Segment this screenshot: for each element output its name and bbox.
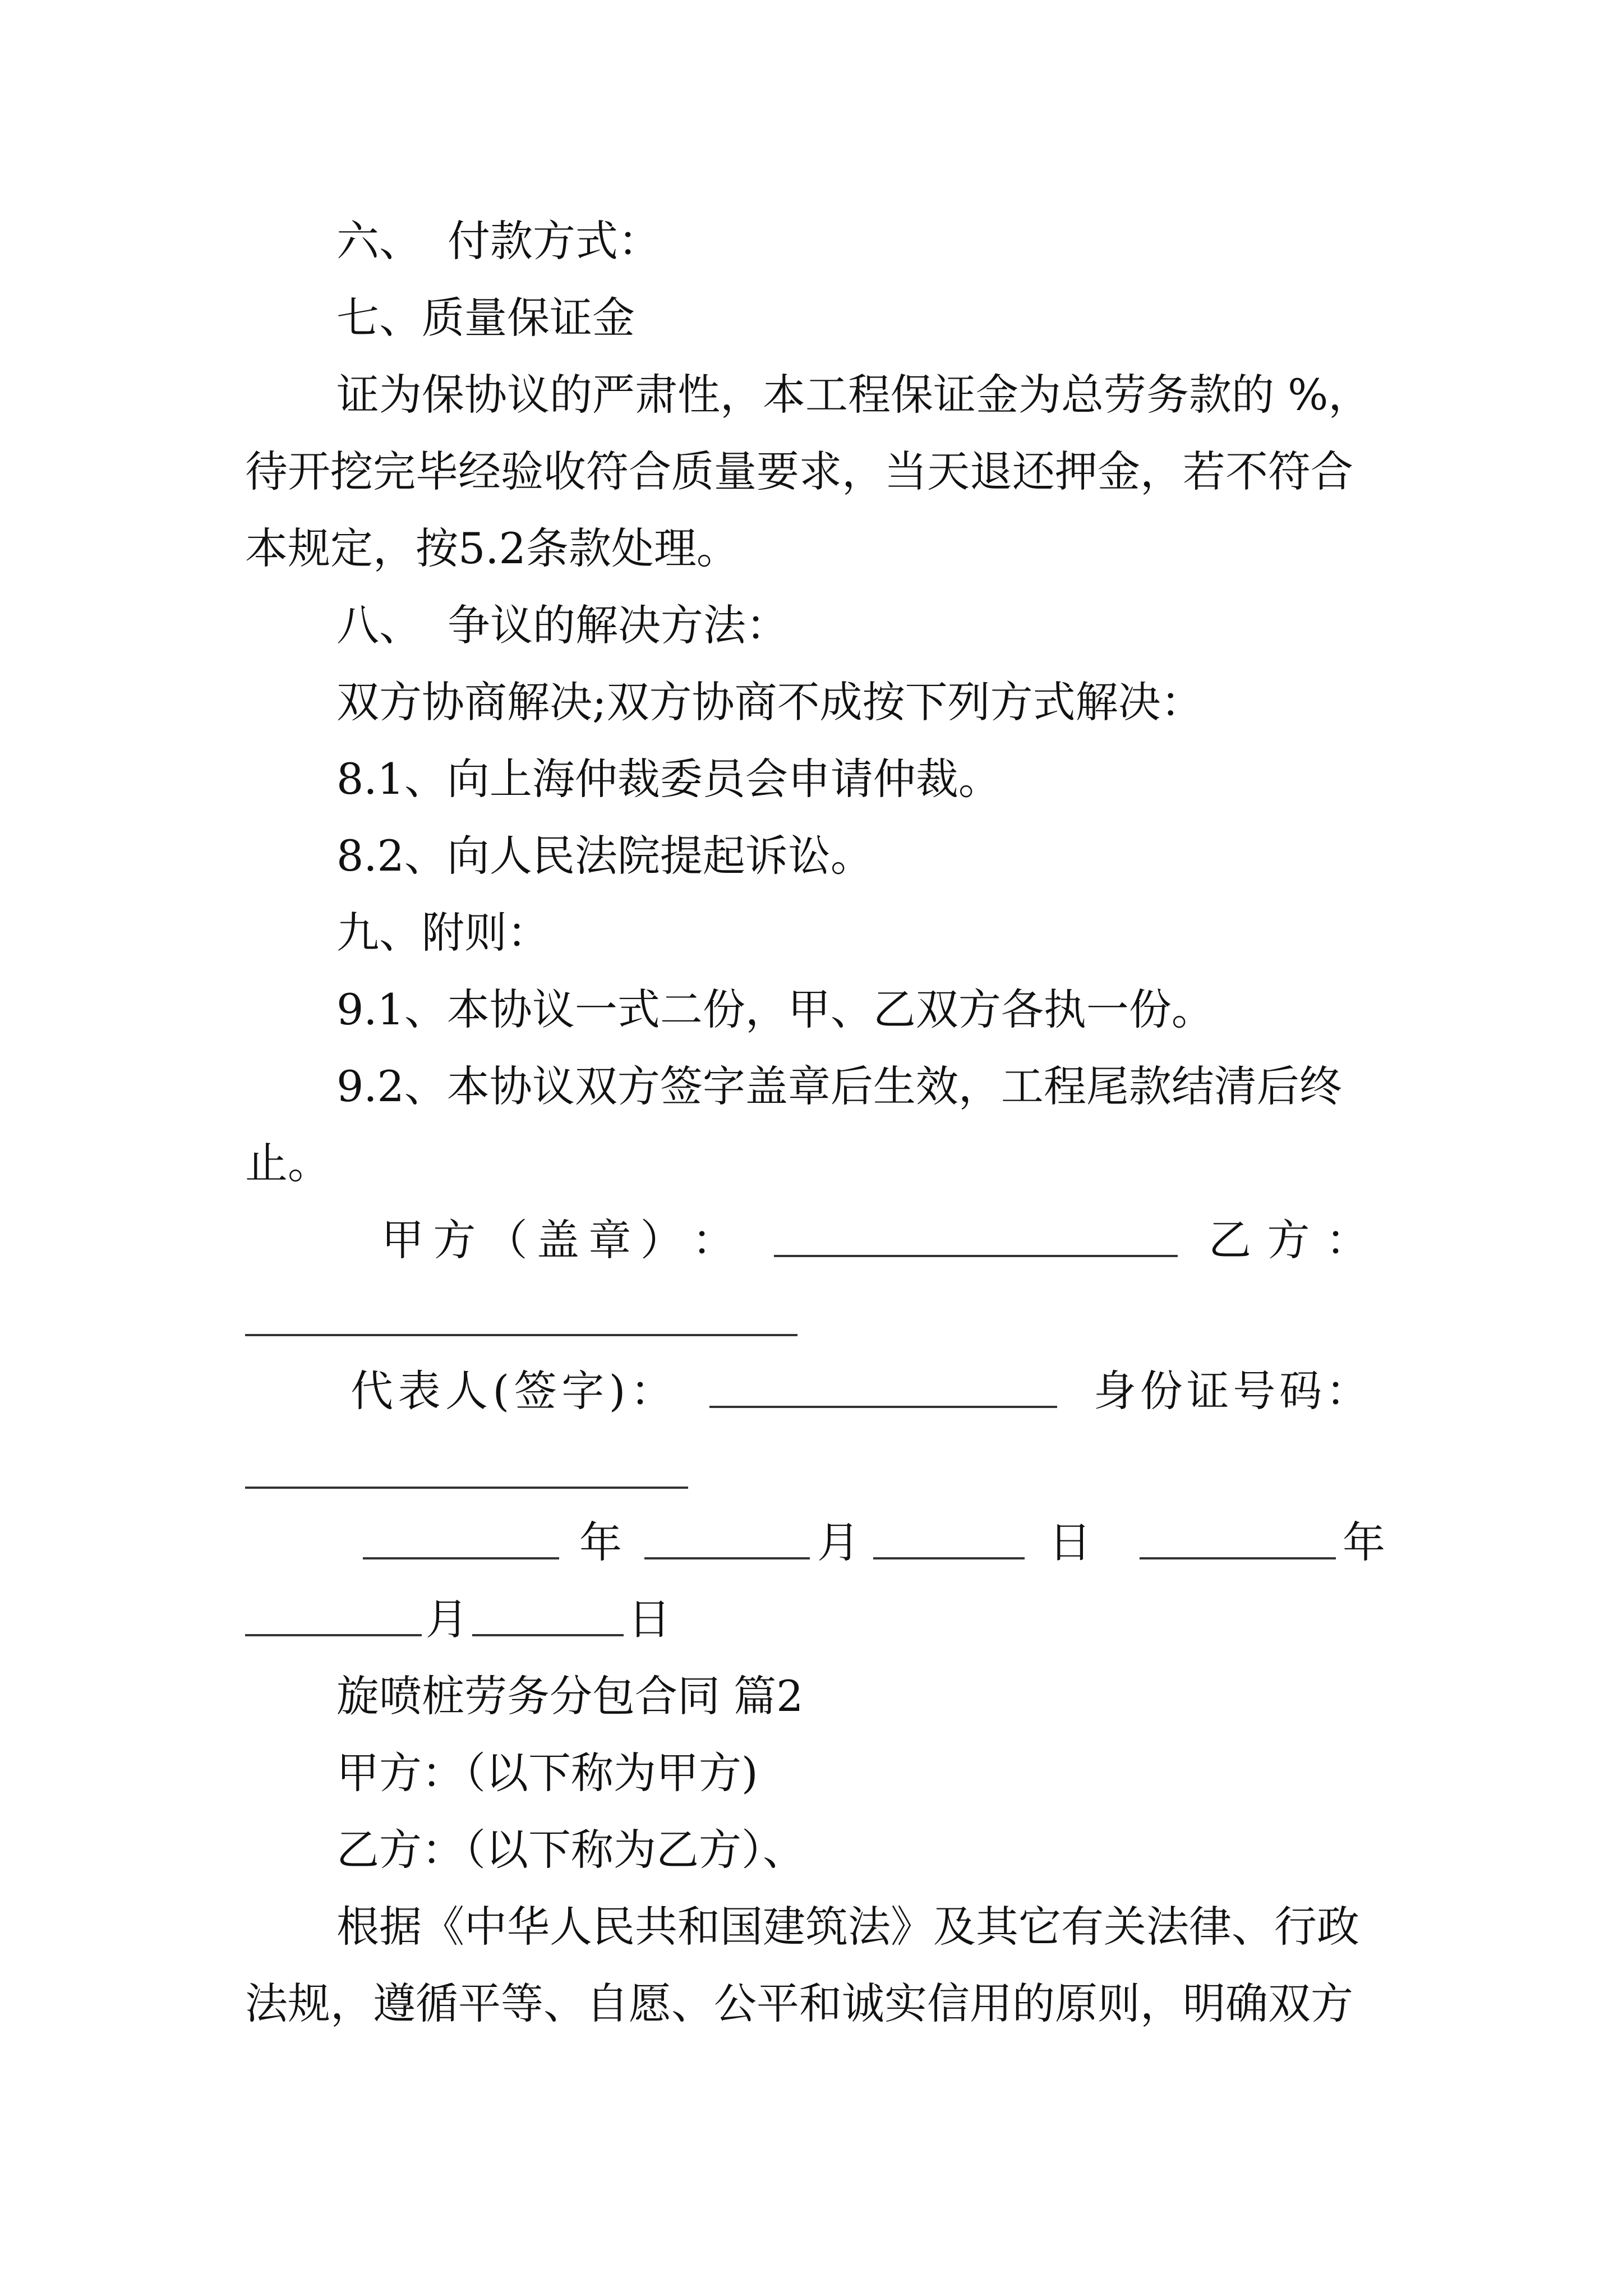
- date-b-month-blank: [245, 1634, 422, 1636]
- clause-9-2-line-2: 止。: [245, 1138, 330, 1188]
- clause-8-1: 8.1、向上海仲裁委员会申请仲裁。: [336, 754, 1001, 804]
- party-b-blank: [245, 1334, 797, 1336]
- section-7-para-line-1: 证为保协议的严肃性，本工程保证金为总劳务款的 %，: [336, 370, 1371, 420]
- date-b-year-label: 年: [1343, 1517, 1385, 1567]
- section-9-heading: 九、附则：: [336, 908, 550, 958]
- clause-9-2-line-1: 9.2、本协议双方签字盖章后生效，工程尾款结清后终: [336, 1061, 1342, 1111]
- section-7-heading: 七、质量保证金: [336, 293, 635, 343]
- party-a-seal-blank: [774, 1255, 1178, 1257]
- date-b-year-blank: [1140, 1557, 1336, 1559]
- clause-9-1: 9.1、本协议一式二份，甲、乙双方各执一份。: [336, 984, 1214, 1034]
- party-a-seal-label: 甲 方 （ 盖 章 ） ：: [381, 1215, 735, 1265]
- date-a-day-label: 日: [1049, 1517, 1091, 1567]
- section-8-para: 双方协商解决;双方协商不成按下列方式解决：: [336, 677, 1204, 727]
- date-a-month-label: 月: [817, 1517, 860, 1567]
- id-number-label: 身 份 证 号 码 ：: [1094, 1366, 1368, 1416]
- representative-signature-blank: [709, 1406, 1057, 1408]
- date-a-month-blank: [644, 1557, 810, 1559]
- section-6-number: 六、: [336, 216, 422, 266]
- date-b-month-label: 月: [426, 1594, 468, 1644]
- date-a-day-blank: [873, 1557, 1025, 1559]
- representative-label: 代 表 人 ( 签 字 ) ：: [351, 1366, 673, 1416]
- section-8-heading: [336, 597, 1469, 654]
- section-7-para-line-3: 本规定，按5.2条款处理。: [245, 523, 739, 573]
- section-6-heading: [336, 213, 1469, 269]
- part-2-party-a: 甲方：（以下称为甲方): [336, 1748, 758, 1798]
- section-6-title: 付款方式：: [448, 216, 661, 266]
- part-2-intro-line-2: 法规，遵循平等、自愿、公平和诚实信用的原则，明确双方: [245, 1978, 1353, 2028]
- date-b-day-blank: [472, 1634, 624, 1636]
- clause-8-2: 8.2、向人民法院提起诉讼。: [336, 831, 873, 881]
- part-2-title: 旋喷桩劳务分包合同 篇2: [336, 1671, 804, 1721]
- date-a-year-label: 年: [579, 1517, 622, 1567]
- party-b-label: 乙 方 ：: [1209, 1215, 1368, 1265]
- part-2-party-b: 乙方：（以下称为乙方）、: [336, 1825, 805, 1875]
- date-a-year-blank: [363, 1557, 559, 1559]
- section-7-para-line-2: 待开挖完毕经验收符合质量要求，当天退还押金，若不符合: [245, 447, 1353, 496]
- section-8-title: 争议的解决方法：: [448, 600, 789, 650]
- part-2-intro-line-1: 根据《中华人民共和国建筑法》及其它有关法律、行政: [336, 1902, 1359, 1952]
- section-8-number: 八、: [336, 600, 422, 650]
- id-number-blank: [245, 1487, 688, 1489]
- date-b-day-label: 日: [628, 1594, 671, 1644]
